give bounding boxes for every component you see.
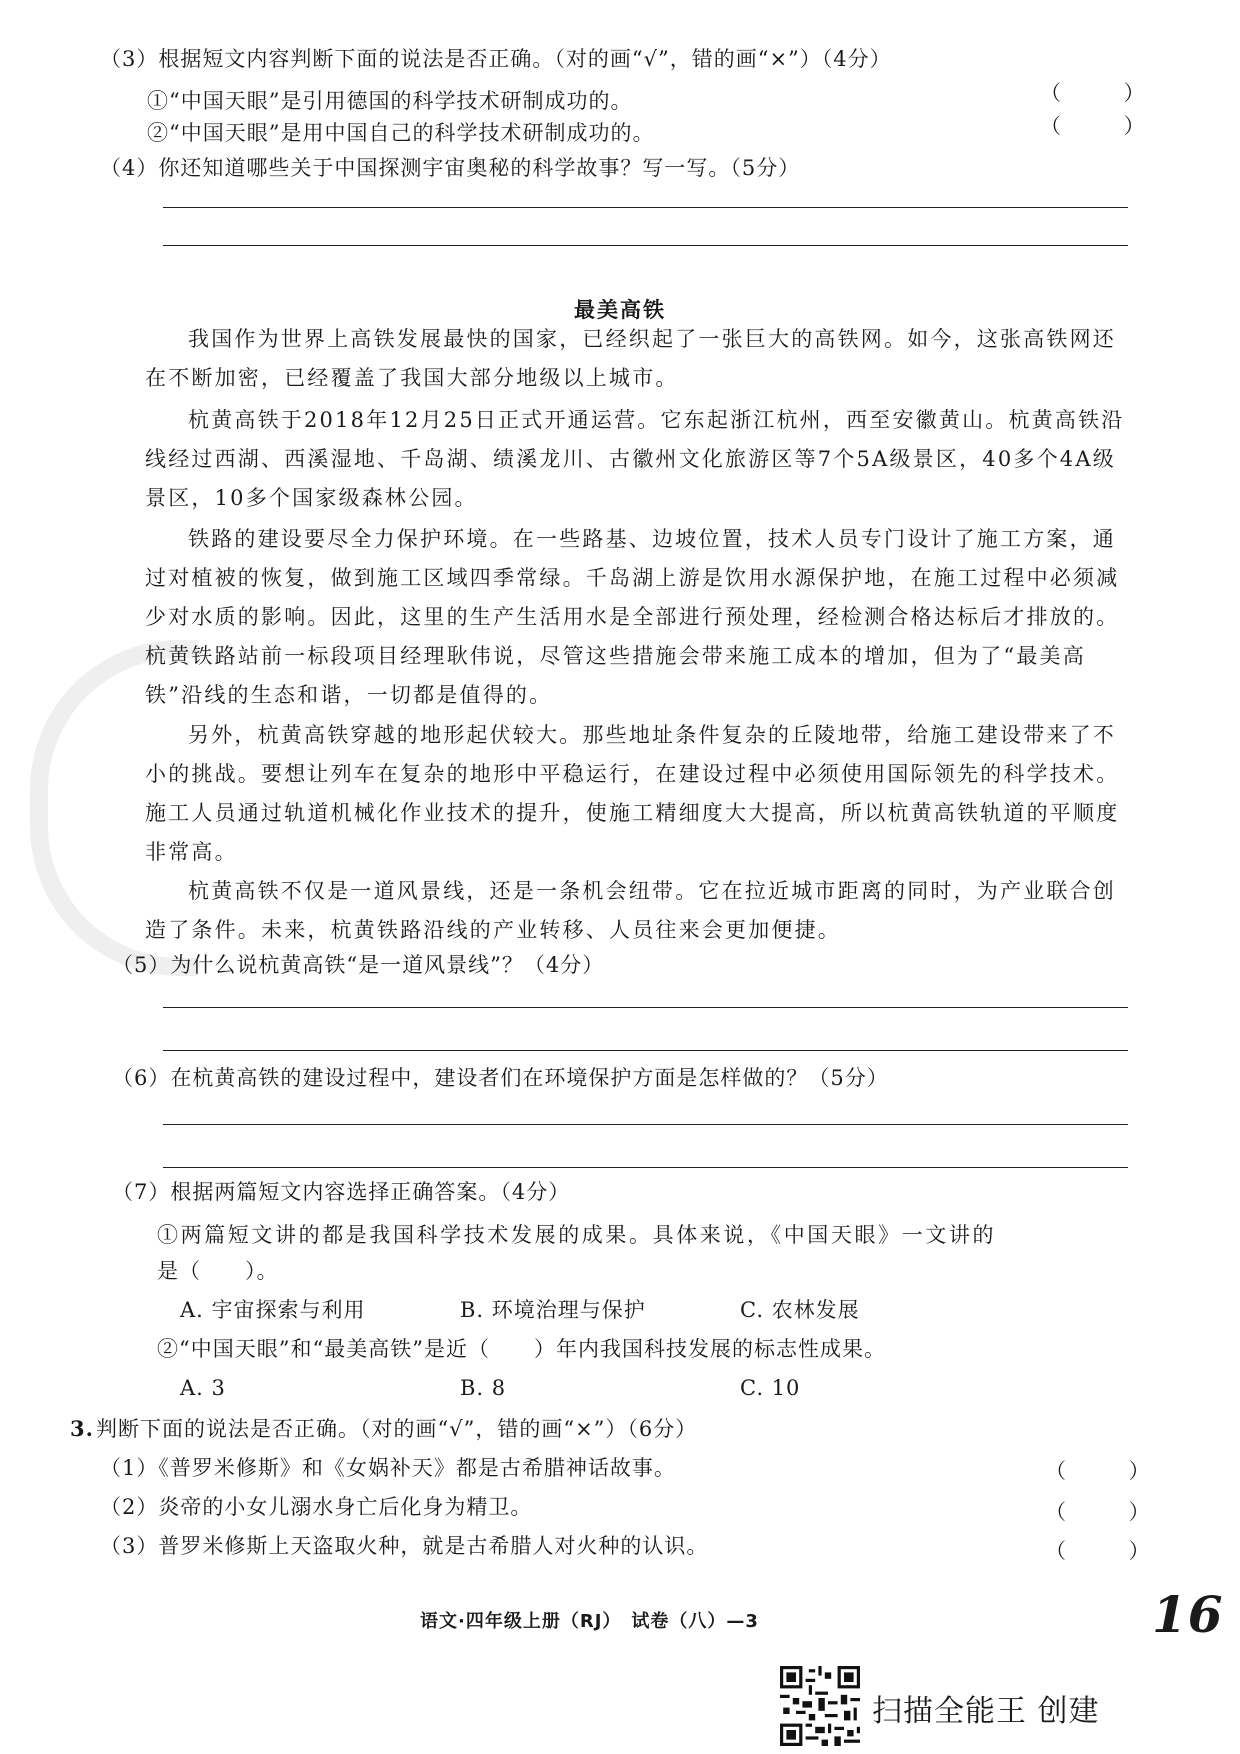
passage-paragraph-4: 另外，杭黄高铁穿越的地形起伏较大。那些地址条件复杂的丘陵地带，给施工建设带来了不小的挑战。要想让列车在复杂的地形中平稳运行，在建设过程中必须使用国际领先的科学技术。施工人员通过轨道机械化作业技术的提升，使施工精细度大大提高，所以杭黄高铁轨道的平顺度非常高。 xyxy=(145,723,1120,864)
question-5-prompt: （5）为什么说杭黄高铁“是一道风景线”？（4分） xyxy=(112,953,605,977)
passage-paragraph-5: 杭黄高铁不仅是一道风景线，还是一条机会纽带。它在拉近城市距离的同时，为产业联合创造了条件。未来，杭黄铁路沿线的产业转移、人员往来会更加便捷。 xyxy=(145,879,1116,942)
answer-line[interactable] xyxy=(163,1124,1128,1125)
answer-line[interactable] xyxy=(163,245,1128,246)
passage-paragraph-3: 铁路的建设要尽全力保护环境。在一些路基、边坡位置，技术人员专门设计了施工方案，通过对植被的恢复，做到施工区域四季常绿。千岛湖上游是饮用水源保护地，在施工过程中必须减少对水质的影响。因此，这里的生产生活用水是全部进行预处理，经检测合格达标后才排放的。杭黄铁路站前一标段项目经理耿伟说，尽管这些措施会带来施工成本的增加，但为了“最美高铁”沿线的生态和谐，一切都是值得的。 xyxy=(145,527,1120,707)
answer-bracket[interactable]: （ ） xyxy=(1045,1539,1178,1563)
section-3-item-2: （2）炎帝的小女儿溺水身亡后化身为精卫。 xyxy=(100,1495,533,1519)
passage-paragraph-2: 杭黄高铁于2018年12月25日正式开通运营。它东起浙江杭州，西至安徽黄山。杭黄高铁沿线经过西湖、西溪湿地、千岛湖、绩溪龙川、古徽州文化旅游区等7个5A级景区，40多个4A级景区，10多个国家级森林公园。 xyxy=(145,408,1125,510)
question-6-prompt: （6）在杭黄高铁的建设过程中，建设者们在环境保护方面是怎样做的？（5分） xyxy=(112,1066,889,1090)
answer-bracket[interactable]: （ ） xyxy=(1045,1500,1178,1524)
question-7-prompt: （7）根据两篇短文内容选择正确答案。（4分） xyxy=(112,1180,571,1204)
question-3-prompt: （3）根据短文内容判断下面的说法是否正确。（对的画“√”，错的画“×”）（4分） xyxy=(100,47,892,71)
section-3-item-3: （3）普罗米修斯上天盗取火种，就是古希腊人对火种的认识。 xyxy=(100,1534,709,1558)
passage-title: 最美高铁 xyxy=(574,298,666,322)
answer-line[interactable] xyxy=(163,1007,1128,1008)
question-7-part-1-blank[interactable]: 是（ ）。 xyxy=(157,1259,279,1283)
passage-paragraph-1: 我国作为世界上高铁发展最快的国家，已经织起了一张巨大的高铁网。如今，这张高铁网还在不断加密，已经覆盖了我国大部分地级以上城市。 xyxy=(145,327,1116,390)
page-footer: 语文·四年级上册（RJ） 试卷（八）—3 xyxy=(420,1611,759,1632)
option-c[interactable]: C. 10 xyxy=(740,1376,801,1400)
section-3-heading: 判断下面的说法是否正确。（对的画“√”，错的画“×”）（6分） xyxy=(96,1417,698,1441)
question-3-item-2: ②“中国天眼”是用中国自己的科学技术研制成功的。 xyxy=(147,121,655,145)
qr-code-icon xyxy=(780,1666,860,1746)
option-b[interactable]: B. 环境治理与保护 xyxy=(460,1298,646,1322)
option-c[interactable]: C. 农林发展 xyxy=(740,1298,860,1322)
section-3-item-1: （1）《普罗米修斯》和《女娲补天》都是古希腊神话故事。 xyxy=(100,1456,676,1480)
question-4-prompt: （4）你还知道哪些关于中国探测宇宙奥秘的科学故事？写一写。（5分） xyxy=(100,156,801,180)
answer-line[interactable] xyxy=(163,207,1128,208)
answer-line[interactable] xyxy=(163,1050,1128,1051)
question-7-part-1: ①两篇短文讲的都是我国科学技术发展的成果。具体来说，《中国天眼》一文讲的 xyxy=(157,1223,997,1247)
section-3-number: 3. xyxy=(70,1416,94,1441)
answer-bracket[interactable]: （ ） xyxy=(1040,81,1173,105)
answer-bracket[interactable]: （ ） xyxy=(1045,1459,1178,1483)
question-3-item-1: ①“中国天眼”是引用德国的科学技术研制成功的。 xyxy=(147,89,633,113)
option-a[interactable]: A. 3 xyxy=(180,1376,226,1400)
option-a[interactable]: A. 宇宙探索与利用 xyxy=(180,1298,366,1322)
answer-line[interactable] xyxy=(163,1167,1128,1168)
question-7-part-2: ②“中国天眼”和“最美高铁”是近（ ）年内我国科技发展的标志性成果。 xyxy=(157,1337,886,1361)
page-number: 16 xyxy=(1152,1585,1224,1644)
option-b[interactable]: B. 8 xyxy=(460,1376,507,1400)
answer-bracket[interactable]: （ ） xyxy=(1040,114,1173,138)
scanner-watermark-label: 扫描全能王 创建 xyxy=(872,1694,1100,1729)
